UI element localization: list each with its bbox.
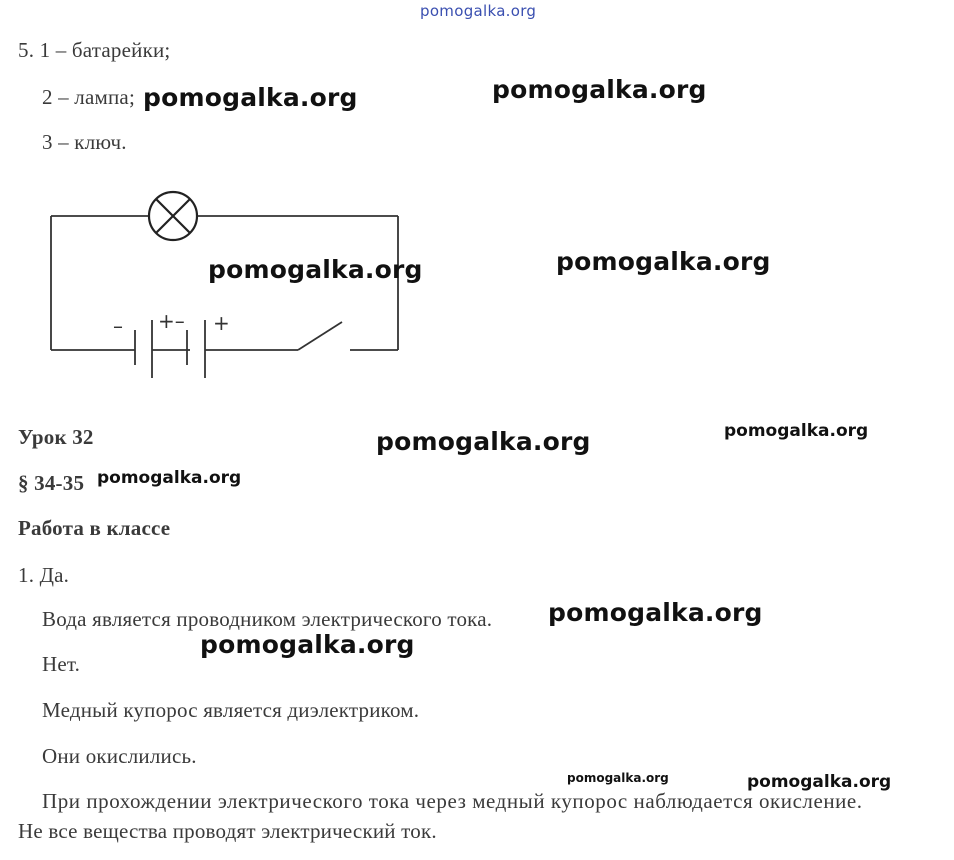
watermark: pomogalka.org [200, 630, 415, 659]
watermark: pomogalka.org [143, 83, 358, 112]
battery-plus-minus-sign: +– [158, 309, 185, 333]
answer1-line1: 1. Да. [18, 563, 70, 587]
answer5-line1: 5. 1 – батарейки; [18, 38, 171, 62]
answer1-line3: Нет. [42, 652, 81, 676]
lesson-subtitle: Работа в классе [18, 516, 171, 540]
lesson-title: Урок 32 [18, 425, 94, 449]
watermark: pomogalka.org [747, 772, 892, 792]
watermark: pomogalka.org [567, 771, 669, 785]
battery-plus-sign: + [213, 311, 230, 335]
battery-minus-sign: – [113, 314, 123, 338]
answer1-line4: Медный купорос является диэлектриком. [42, 698, 420, 722]
watermark: pomogalka.org [548, 598, 763, 627]
watermark: pomogalka.org [556, 247, 771, 276]
watermark: pomogalka.org [97, 468, 242, 488]
answer1-line6: При прохождении электрического тока через медный купорос наблюдается окисление. [42, 789, 863, 813]
answer1-line5: Они окислились. [42, 744, 197, 768]
switch-icon [298, 322, 342, 350]
watermark: pomogalka.org [208, 255, 423, 284]
answer5-line2: 2 – лампа; [42, 85, 135, 109]
watermark: pomogalka.org [376, 427, 591, 456]
answer1-line7: Не все вещества проводят электрический ток. [18, 819, 437, 843]
answer5-line3: 3 – ключ. [42, 130, 127, 154]
answer1-line2: Вода является проводником электрического тока. [42, 607, 493, 631]
lesson-section: § 34-35 [18, 471, 85, 495]
top-watermark: pomogalka.org [420, 2, 537, 20]
watermark: pomogalka.org [492, 75, 707, 104]
watermark: pomogalka.org [724, 421, 869, 441]
lamp-icon [149, 192, 197, 240]
